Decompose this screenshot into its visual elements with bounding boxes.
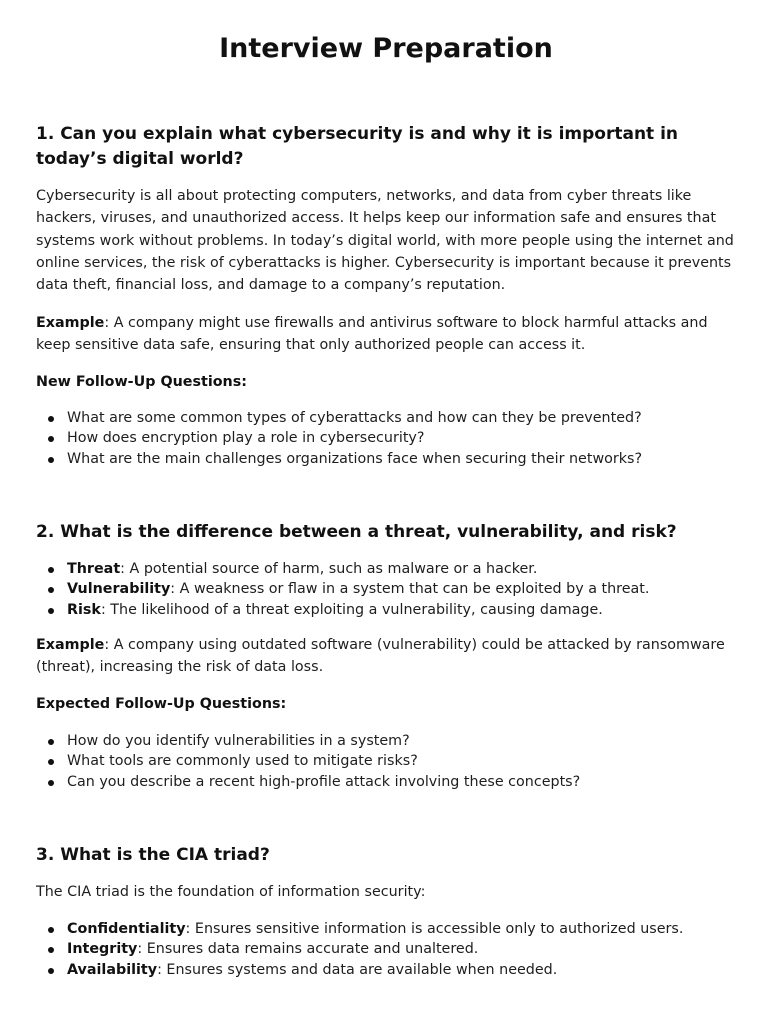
definition-text: : The likelihood of a threat exploiting a vulnerability, causing damage. (100, 601, 603, 618)
definition-text: : Ensures data remains accurate and unaltered. (137, 941, 479, 958)
example-text: : A company using outdated software (vulnerability) could be attacked by ransomware (threat), increasing the risk of data loss. (36, 637, 725, 676)
question-1-heading: 1. Can you explain what cybersecurity is and why it is important in today’s digital world? (36, 124, 679, 169)
definition-term: Threat (67, 561, 121, 577)
definition-term: Confidentiality (67, 921, 186, 937)
question-3-heading: 3. What is the CIA triad? (36, 845, 270, 865)
question-3-intro: The CIA triad is the foundation of information security: (36, 884, 426, 900)
list-item: Can you describe a recent high-profile attack involving these concepts? (36, 772, 736, 792)
definition-term: Integrity (67, 941, 138, 958)
question-2-followup-title: Expected Follow-Up Questions: (36, 696, 287, 712)
list-item (36, 579, 736, 599)
definition-term: Vulnerability (67, 581, 171, 598)
example-label: Example (36, 315, 105, 331)
page-title: Interview Preparation (219, 33, 553, 64)
example-text: : A company might use firewalls and antivirus software to block harmful attacks and keep sensitive data safe, ensuring that only authorized people can access it. (36, 315, 708, 354)
question-1-followup-list (36, 408, 736, 469)
definition-text: : A weakness or flaw in a system that can be exploited by a threat. (170, 581, 650, 598)
question-1-followup-title: New Follow-Up Questions: (36, 374, 247, 390)
question-2-heading: 2. What is the difference between a threat, vulnerability, and risk? (36, 522, 677, 542)
question-2-definition-list (36, 559, 736, 620)
question-2-followup-list (36, 731, 736, 792)
list-item (36, 600, 736, 620)
list-item: What are the main challenges organizations face when securing their networks? (36, 449, 736, 469)
question-1-example (36, 312, 736, 357)
list-item (36, 939, 736, 959)
definition-text: : Ensures sensitive information is accessible only to authorized users. (185, 921, 684, 937)
list-item: What are some common types of cyberattacks and how can they be prevented? (36, 408, 736, 428)
definition-term: Availability (67, 961, 158, 978)
question-3-definition-list (36, 919, 736, 980)
definition-text: : Ensures systems and data are available when needed. (157, 961, 558, 978)
list-item (36, 960, 736, 980)
definition-term: Risk (67, 601, 101, 618)
list-item (36, 559, 736, 579)
list-item (36, 919, 736, 939)
definition-text: : A potential source of harm, such as malware or a hacker. (120, 561, 538, 577)
list-item: How do you identify vulnerabilities in a system? (36, 731, 736, 751)
example-label: Example (36, 637, 105, 653)
question-2-example (36, 634, 736, 679)
question-1-answer: Cybersecurity is all about protecting computers, networks, and data from cyber threats like hackers, viruses, and unauthorized access. It helps keep our information safe and ensures that systems work without problems. In today’s digital world, with more people using the internet and online services, the risk of cyberattacks is higher. Cybersecurity is important because it prevents data theft, financial loss, and damage to a company’s reputation. (36, 188, 734, 294)
list-item: What tools are commonly used to mitigate risks? (36, 751, 736, 771)
list-item: How does encryption play a role in cybersecurity? (36, 428, 736, 448)
